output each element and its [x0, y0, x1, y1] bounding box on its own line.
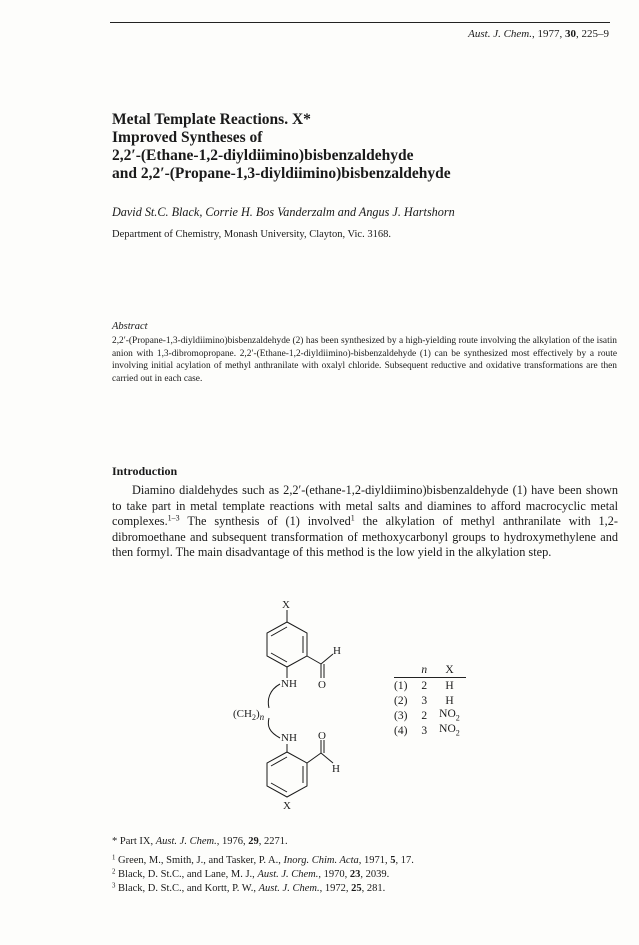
header-rule [110, 22, 610, 23]
table-row: (1) 2 H [394, 679, 454, 692]
aldehyde-h-bottom: H [332, 763, 340, 775]
title-line-3: 2,2′-(Ethane-1,2-diyldiimino)bisbenzaldehyde [112, 147, 414, 164]
title-line-4: and 2,2′-(Propane-1,3-diyldiimino)bisbenzaldehyde [112, 165, 451, 182]
methylene-chain: $(CH_2)_n$ [233, 708, 265, 722]
abstract-text: 2,2′-(Propane-1,3-diyldiimino)bisbenzaldehyde (2) has been synthesized by a high-yielding route involving the alkylation of the isatin anion with 1,3-dibromopropane. 2,2′-(Ethane-1,2-diyldiimino)-bisbenzaldehyde (1) can be synthesized most effectively by a route involving initial acylation of methyl anthranilate with oxalyl chloride. Subsequent reductive and oxidative transformations are then carried out in each case. [112, 336, 617, 384]
reference-3: $^3$ Black, D. St.C., and Kortt, P. W., Aust. J. Chem., 1972, 25, 281. [112, 882, 386, 894]
nh-top: NH [281, 678, 297, 690]
aldehyde-h-top: H [333, 645, 341, 657]
introduction-heading: Introduction [112, 464, 178, 478]
introduction-paragraph: Diamino dialdehydes such as 2,2′-(ethane-1,2-diyldiimino)bisbenzaldehyde (1) have been shown to take part in metal template reactions with metal salts and diamines to afford macrocyclic metal complexes.$^{1-3}$ The synthesis of (1) involved$^1$ the alkylation of methyl anthranilate with 1,2-dibromoethane and subsequent transformation of methoxycarbonyl groups to hydroxymethylene and then formyl. The main disadvantage of this method is the low yield in the alkylation step. [112, 483, 618, 560]
title-line-1: Metal Template Reactions. X* [112, 111, 311, 128]
table-row: (2) 3 H [394, 694, 454, 707]
footnote-star: * Part IX, Aust. J. Chem., 1976, 29, 2271. [112, 836, 288, 847]
substituent-x-bottom: X [283, 800, 291, 812]
nh-bottom: NH [281, 732, 297, 744]
title-line-2: Improved Syntheses of [112, 129, 263, 146]
chemical-structure [225, 600, 375, 800]
affiliation: Department of Chemistry, Monash University, Clayton, Vic. 3168. [112, 229, 391, 240]
table-header-n: n [415, 662, 433, 678]
abstract-heading: Abstract [112, 321, 148, 332]
journal-citation: Aust. J. Chem., 1977, 30, 225–9 [468, 28, 609, 40]
substituent-x-top: X [282, 600, 290, 611]
reference-2: $^2$ Black, D. St.C., and Lane, M. J., Aust. J. Chem., 1970, 23, 2039. [112, 868, 390, 880]
introduction-body [112, 483, 618, 561]
table-row: (4) 3 $NO_2$ [394, 723, 460, 738]
table-row: (3) 2 $NO_2$ [394, 708, 460, 723]
authors: David St.C. Black, Corrie H. Bos Vanderzalm and Angus J. Hartshorn [112, 205, 455, 219]
reference-1: $^1$ Green, M., Smith, J., and Tasker, P. A., Inorg. Chim. Acta, 1971, 5, 17. [112, 854, 414, 866]
article-title [112, 111, 612, 183]
compound-table [394, 662, 466, 738]
oxygen-bottom: O [318, 730, 326, 742]
table-header-x: X [433, 662, 466, 678]
oxygen-top: O [318, 679, 326, 691]
